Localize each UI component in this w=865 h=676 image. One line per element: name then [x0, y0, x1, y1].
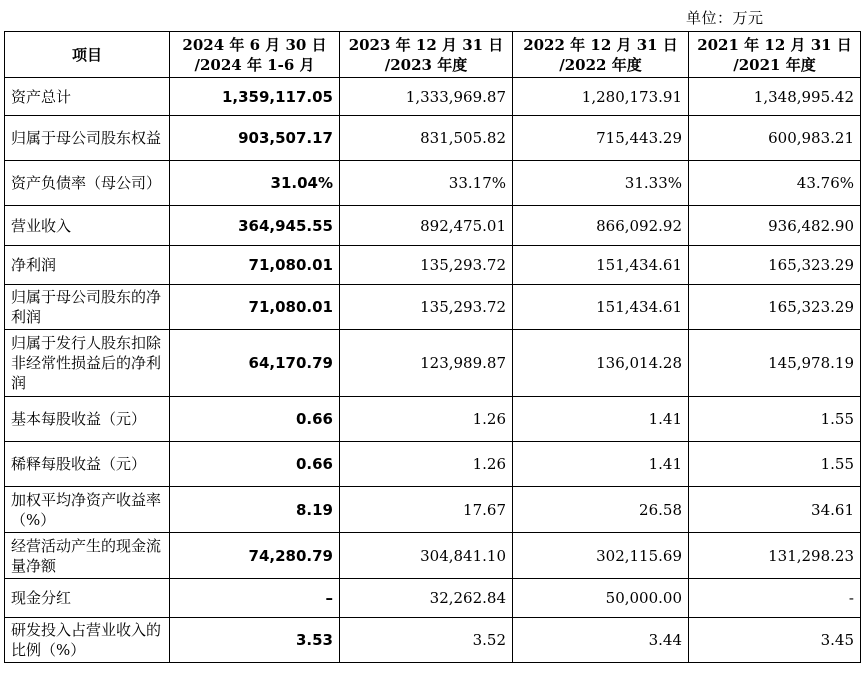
- value-2021: 1.55: [689, 397, 861, 442]
- header-2024-line1: 2024 年 6 月 30 日: [182, 35, 327, 54]
- value-2024: 71,080.01: [170, 246, 340, 285]
- value-2023: 135,293.72: [340, 246, 513, 285]
- header-2023-line1: 2023 年 12 月 31 日: [348, 35, 504, 54]
- value-2021: 1.55: [689, 442, 861, 487]
- value-2022: 50,000.00: [513, 579, 689, 618]
- table-row: [5, 487, 861, 533]
- header-2022: [513, 32, 689, 78]
- value-2022: 151,434.61: [513, 285, 689, 330]
- row-label: 现金分红: [5, 579, 170, 618]
- value-2022: 866,092.92: [513, 206, 689, 246]
- value-2021: 3.45: [689, 618, 861, 663]
- value-2023: 3.52: [340, 618, 513, 663]
- value-2021: 43.76%: [689, 161, 861, 206]
- table-row: [5, 206, 861, 246]
- value-2023: 135,293.72: [340, 285, 513, 330]
- value-2024: 71,080.01: [170, 285, 340, 330]
- value-2021: 131,298.23: [689, 533, 861, 579]
- value-2021: 145,978.19: [689, 330, 861, 397]
- value-2023: 1.26: [340, 442, 513, 487]
- value-2022: 1,280,173.91: [513, 78, 689, 116]
- value-2022: 151,434.61: [513, 246, 689, 285]
- value-2024: 31.04%: [170, 161, 340, 206]
- value-2021: 1,348,995.42: [689, 78, 861, 116]
- value-2021: 600,983.21: [689, 116, 861, 161]
- value-2023: 33.17%: [340, 161, 513, 206]
- row-label: 资产总计: [5, 78, 170, 116]
- financial-table: [4, 31, 861, 663]
- table-row: [5, 330, 861, 397]
- value-2022: 1.41: [513, 442, 689, 487]
- value-2023: 32,262.84: [340, 579, 513, 618]
- table-row: [5, 442, 861, 487]
- value-2024: –: [170, 579, 340, 618]
- table-row: [5, 246, 861, 285]
- value-2021: 165,323.29: [689, 285, 861, 330]
- value-2022: 26.58: [513, 487, 689, 533]
- row-label: 营业收入: [5, 206, 170, 246]
- header-2022-line2: /2022 年度: [559, 55, 642, 74]
- header-2023-line2: /2023 年度: [384, 55, 468, 74]
- value-2022: 715,443.29: [513, 116, 689, 161]
- table-row: [5, 285, 861, 330]
- header-item: 项目: [5, 32, 170, 78]
- value-2021: -: [689, 579, 861, 618]
- table-row: [5, 533, 861, 579]
- header-2021-line2: /2021 年度: [733, 55, 816, 74]
- header-2024: [170, 32, 340, 78]
- row-label: 经营活动产生的现金流量净额: [5, 533, 170, 579]
- row-label: 归属于发行人股东扣除非经常性损益后的净利润: [5, 330, 170, 397]
- table-row: [5, 579, 861, 618]
- table-row: [5, 78, 861, 116]
- header-row: [5, 32, 861, 78]
- value-2021: 165,323.29: [689, 246, 861, 285]
- value-2023: 1.26: [340, 397, 513, 442]
- value-2024: 0.66: [170, 397, 340, 442]
- value-2023: 123,989.87: [340, 330, 513, 397]
- header-2022-line1: 2022 年 12 月 31 日: [523, 35, 678, 54]
- value-2024: 74,280.79: [170, 533, 340, 579]
- value-2024: 0.66: [170, 442, 340, 487]
- value-2023: 304,841.10: [340, 533, 513, 579]
- value-2023: 892,475.01: [340, 206, 513, 246]
- table-row: [5, 116, 861, 161]
- row-label: 基本每股收益（元）: [5, 397, 170, 442]
- value-2022: 302,115.69: [513, 533, 689, 579]
- value-2024: 903,507.17: [170, 116, 340, 161]
- header-2021: [689, 32, 861, 78]
- header-2024-line2: /2024 年 1-6 月: [194, 55, 315, 74]
- value-2023: 831,505.82: [340, 116, 513, 161]
- value-2022: 1.41: [513, 397, 689, 442]
- value-2023: 17.67: [340, 487, 513, 533]
- table-row: [5, 161, 861, 206]
- value-2024: 364,945.55: [170, 206, 340, 246]
- row-label: 资产负债率（母公司）: [5, 161, 170, 206]
- value-2024: 3.53: [170, 618, 340, 663]
- row-label: 加权平均净资产收益率（%）: [5, 487, 170, 533]
- table-row: [5, 618, 861, 663]
- value-2021: 936,482.90: [689, 206, 861, 246]
- header-2023: [340, 32, 513, 78]
- value-2022: 31.33%: [513, 161, 689, 206]
- row-label: 稀释每股收益（元）: [5, 442, 170, 487]
- row-label: 研发投入占营业收入的比例（%）: [5, 618, 170, 663]
- row-label: 归属于母公司股东的净利润: [5, 285, 170, 330]
- value-2021: 34.61: [689, 487, 861, 533]
- value-2022: 3.44: [513, 618, 689, 663]
- unit-note: 单位：万元: [686, 9, 764, 27]
- value-2022: 136,014.28: [513, 330, 689, 397]
- value-2024: 8.19: [170, 487, 340, 533]
- value-2024: 64,170.79: [170, 330, 340, 397]
- table-row: [5, 397, 861, 442]
- value-2024: 1,359,117.05: [170, 78, 340, 116]
- row-label: 净利润: [5, 246, 170, 285]
- value-2023: 1,333,969.87: [340, 78, 513, 116]
- row-label: 归属于母公司股东权益: [5, 116, 170, 161]
- header-2021-line1: 2021 年 12 月 31 日: [697, 35, 852, 54]
